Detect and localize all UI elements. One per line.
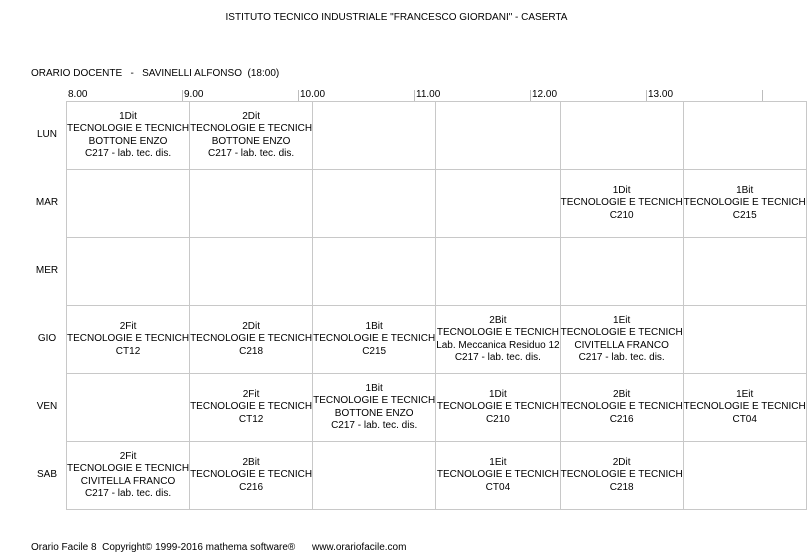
- cell-text: BOTTONE ENZO: [88, 135, 168, 147]
- schedule-cell: [190, 170, 313, 238]
- schedule-cell: [560, 306, 683, 374]
- cell-text: C216: [609, 413, 634, 425]
- schedule-cell: [67, 238, 190, 306]
- class-code: 2Fit: [119, 320, 137, 332]
- cell-text: TECNOLOGIE E TECNICH: [683, 197, 806, 209]
- class-code: 2Fit: [242, 388, 260, 400]
- schedule-cell: [683, 170, 806, 238]
- schedule-cell: [67, 170, 190, 238]
- schedule-cell: [313, 170, 436, 238]
- class-code: 2Fit: [119, 450, 137, 462]
- schedule-cell: [683, 442, 806, 510]
- class-code: 1Bit: [365, 382, 383, 394]
- class-code: 1Dit: [489, 388, 507, 400]
- cell-text: C210: [485, 413, 510, 425]
- table-row: [67, 374, 807, 442]
- schedule-cell: [313, 306, 436, 374]
- schedule-cell: [190, 238, 313, 306]
- cell-text: TECNOLOGIE E TECNICH: [436, 401, 559, 413]
- class-code: 2Dit: [242, 110, 260, 122]
- schedule-cell: [560, 102, 683, 170]
- cell-text: C217 - lab. tec. dis.: [208, 148, 295, 159]
- cell-text: TECNOLOGIE E TECNICH: [313, 395, 436, 406]
- schedule-cell: [436, 102, 560, 170]
- table-row: [67, 306, 807, 374]
- schedule-cell: [560, 374, 683, 442]
- cell-text: C217 - lab. tec. dis.: [84, 148, 172, 159]
- schedule-cell: [683, 374, 806, 442]
- day-label-lun: LUN: [36, 129, 57, 140]
- cell-text: CIVITELLA FRANCO: [574, 339, 669, 351]
- hour-label: 13.00: [648, 89, 674, 100]
- cell-text: C210: [609, 209, 634, 221]
- cell-text: CIVITELLA FRANCO: [80, 475, 176, 487]
- schedule-cell: [683, 306, 806, 374]
- cell-text: CT04: [732, 413, 757, 425]
- cell-text: C215: [362, 345, 387, 357]
- class-code: 2Bit: [613, 388, 631, 400]
- class-code: 2Bit: [489, 314, 507, 326]
- cell-text: C216: [239, 481, 264, 493]
- cell-text: TECNOLOGIE E TECNICH: [190, 123, 313, 134]
- class-code: 1Eit: [736, 388, 754, 400]
- day-label-mer: MER: [35, 265, 59, 276]
- table-row: [67, 238, 807, 306]
- cell-text: TECNOLOGIE E TECNICH: [560, 197, 683, 209]
- class-code: 1Dit: [612, 184, 631, 196]
- hour-label: 8.00: [68, 89, 88, 100]
- schedule-cell: [436, 170, 560, 238]
- schedule-cell: [313, 102, 436, 170]
- hour-divider: [530, 90, 531, 101]
- cell-text: TECNOLOGIE E TECNICH: [560, 327, 683, 338]
- cell-text: TECNOLOGIE E TECNICH: [67, 333, 190, 345]
- day-label-sab: SAB: [36, 469, 57, 480]
- hour-label: 12.00: [532, 89, 558, 100]
- cell-text: CT04: [485, 481, 511, 493]
- page-title: ISTITUTO TECNICO INDUSTRIALE "FRANCESCO GIORDANI" - CASERTA: [225, 12, 568, 23]
- class-code: 1Eit: [613, 314, 631, 326]
- schedule-cell: [436, 238, 560, 306]
- cell-text: TECNOLOGIE E TECNICH: [313, 333, 436, 345]
- cell-text: TECNOLOGIE E TECNICH: [67, 123, 190, 134]
- cell-text: C217 - lab. tec. dis.: [331, 420, 418, 431]
- day-label-ven: VEN: [36, 401, 58, 412]
- hour-label: 9.00: [184, 89, 204, 100]
- cell-text: TECNOLOGIE E TECNICH: [560, 469, 683, 481]
- hour-divider: [298, 90, 299, 101]
- cell-text: CT12: [238, 413, 264, 425]
- schedule-table: [66, 101, 807, 510]
- hour-label: 10.00: [300, 89, 326, 100]
- cell-text: C217 - lab. tec. dis.: [84, 488, 172, 499]
- schedule-cell: [313, 238, 436, 306]
- cell-text: C215: [732, 209, 757, 221]
- day-label-mar: MAR: [35, 197, 59, 208]
- hour-divider: [414, 90, 415, 101]
- schedule-cell: [190, 306, 313, 374]
- hour-divider: [762, 90, 763, 101]
- cell-text: TECNOLOGIE E TECNICH: [436, 469, 559, 481]
- schedule-cell: [560, 170, 683, 238]
- schedule-cell: [560, 442, 683, 510]
- cell-text: CT12: [115, 345, 141, 357]
- schedule-cell: [436, 442, 560, 510]
- hour-divider: [182, 90, 183, 101]
- table-row: [67, 102, 807, 170]
- class-code: 1Bit: [365, 320, 383, 332]
- schedule-cell: [67, 306, 190, 374]
- schedule-cell: [67, 102, 190, 170]
- teacher-schedule-subtitle: ORARIO DOCENTE - SAVINELLI ALFONSO (18:00): [31, 68, 280, 79]
- schedule-cell: [313, 442, 436, 510]
- schedule-cell: [67, 442, 190, 510]
- schedule-cell: [190, 442, 313, 510]
- footer-copyright: Orario Facile 8 Copyright© 1999-2016 mathema software® www.orariofacile.com: [31, 542, 407, 553]
- hour-divider: [646, 90, 647, 101]
- schedule-cell: [560, 238, 683, 306]
- schedule-cell: [436, 374, 560, 442]
- cell-text: C218: [609, 481, 634, 493]
- schedule-cell: [190, 374, 313, 442]
- cell-text: TECNOLOGIE E TECNICH: [67, 463, 190, 474]
- cell-text: TECNOLOGIE E TECNICH: [683, 401, 806, 413]
- schedule-cell: [67, 374, 190, 442]
- table-row: [67, 442, 807, 510]
- cell-text: C218: [239, 345, 264, 357]
- table-row: [67, 170, 807, 238]
- cell-text: Lab. Meccanica Residuo 12: [436, 339, 560, 351]
- cell-text: TECNOLOGIE E TECNICH: [436, 327, 559, 338]
- schedule-cell: [436, 306, 560, 374]
- cell-text: BOTTONE ENZO: [334, 407, 414, 419]
- class-code: 1Bit: [736, 184, 754, 196]
- cell-text: TECNOLOGIE E TECNICH: [190, 401, 313, 413]
- schedule-cell: [683, 238, 806, 306]
- cell-text: TECNOLOGIE E TECNICH: [190, 333, 313, 345]
- cell-text: TECNOLOGIE E TECNICH: [560, 401, 683, 413]
- cell-text: C217 - lab. tec. dis.: [454, 352, 541, 363]
- day-label-gio: GIO: [37, 333, 57, 344]
- cell-text: TECNOLOGIE E TECNICH: [190, 469, 313, 481]
- class-code: 2Dit: [612, 456, 631, 468]
- cell-text: BOTTONE ENZO: [211, 135, 291, 147]
- class-code: 2Bit: [242, 456, 260, 468]
- class-code: 1Dit: [119, 110, 137, 122]
- schedule-cell: [683, 102, 806, 170]
- class-code: 2Dit: [242, 320, 260, 332]
- hour-label: 11.00: [416, 89, 441, 100]
- schedule-cell: [313, 374, 436, 442]
- schedule-cell: [190, 102, 313, 170]
- class-code: 1Eit: [489, 456, 507, 468]
- cell-text: C217 - lab. tec. dis.: [578, 352, 665, 363]
